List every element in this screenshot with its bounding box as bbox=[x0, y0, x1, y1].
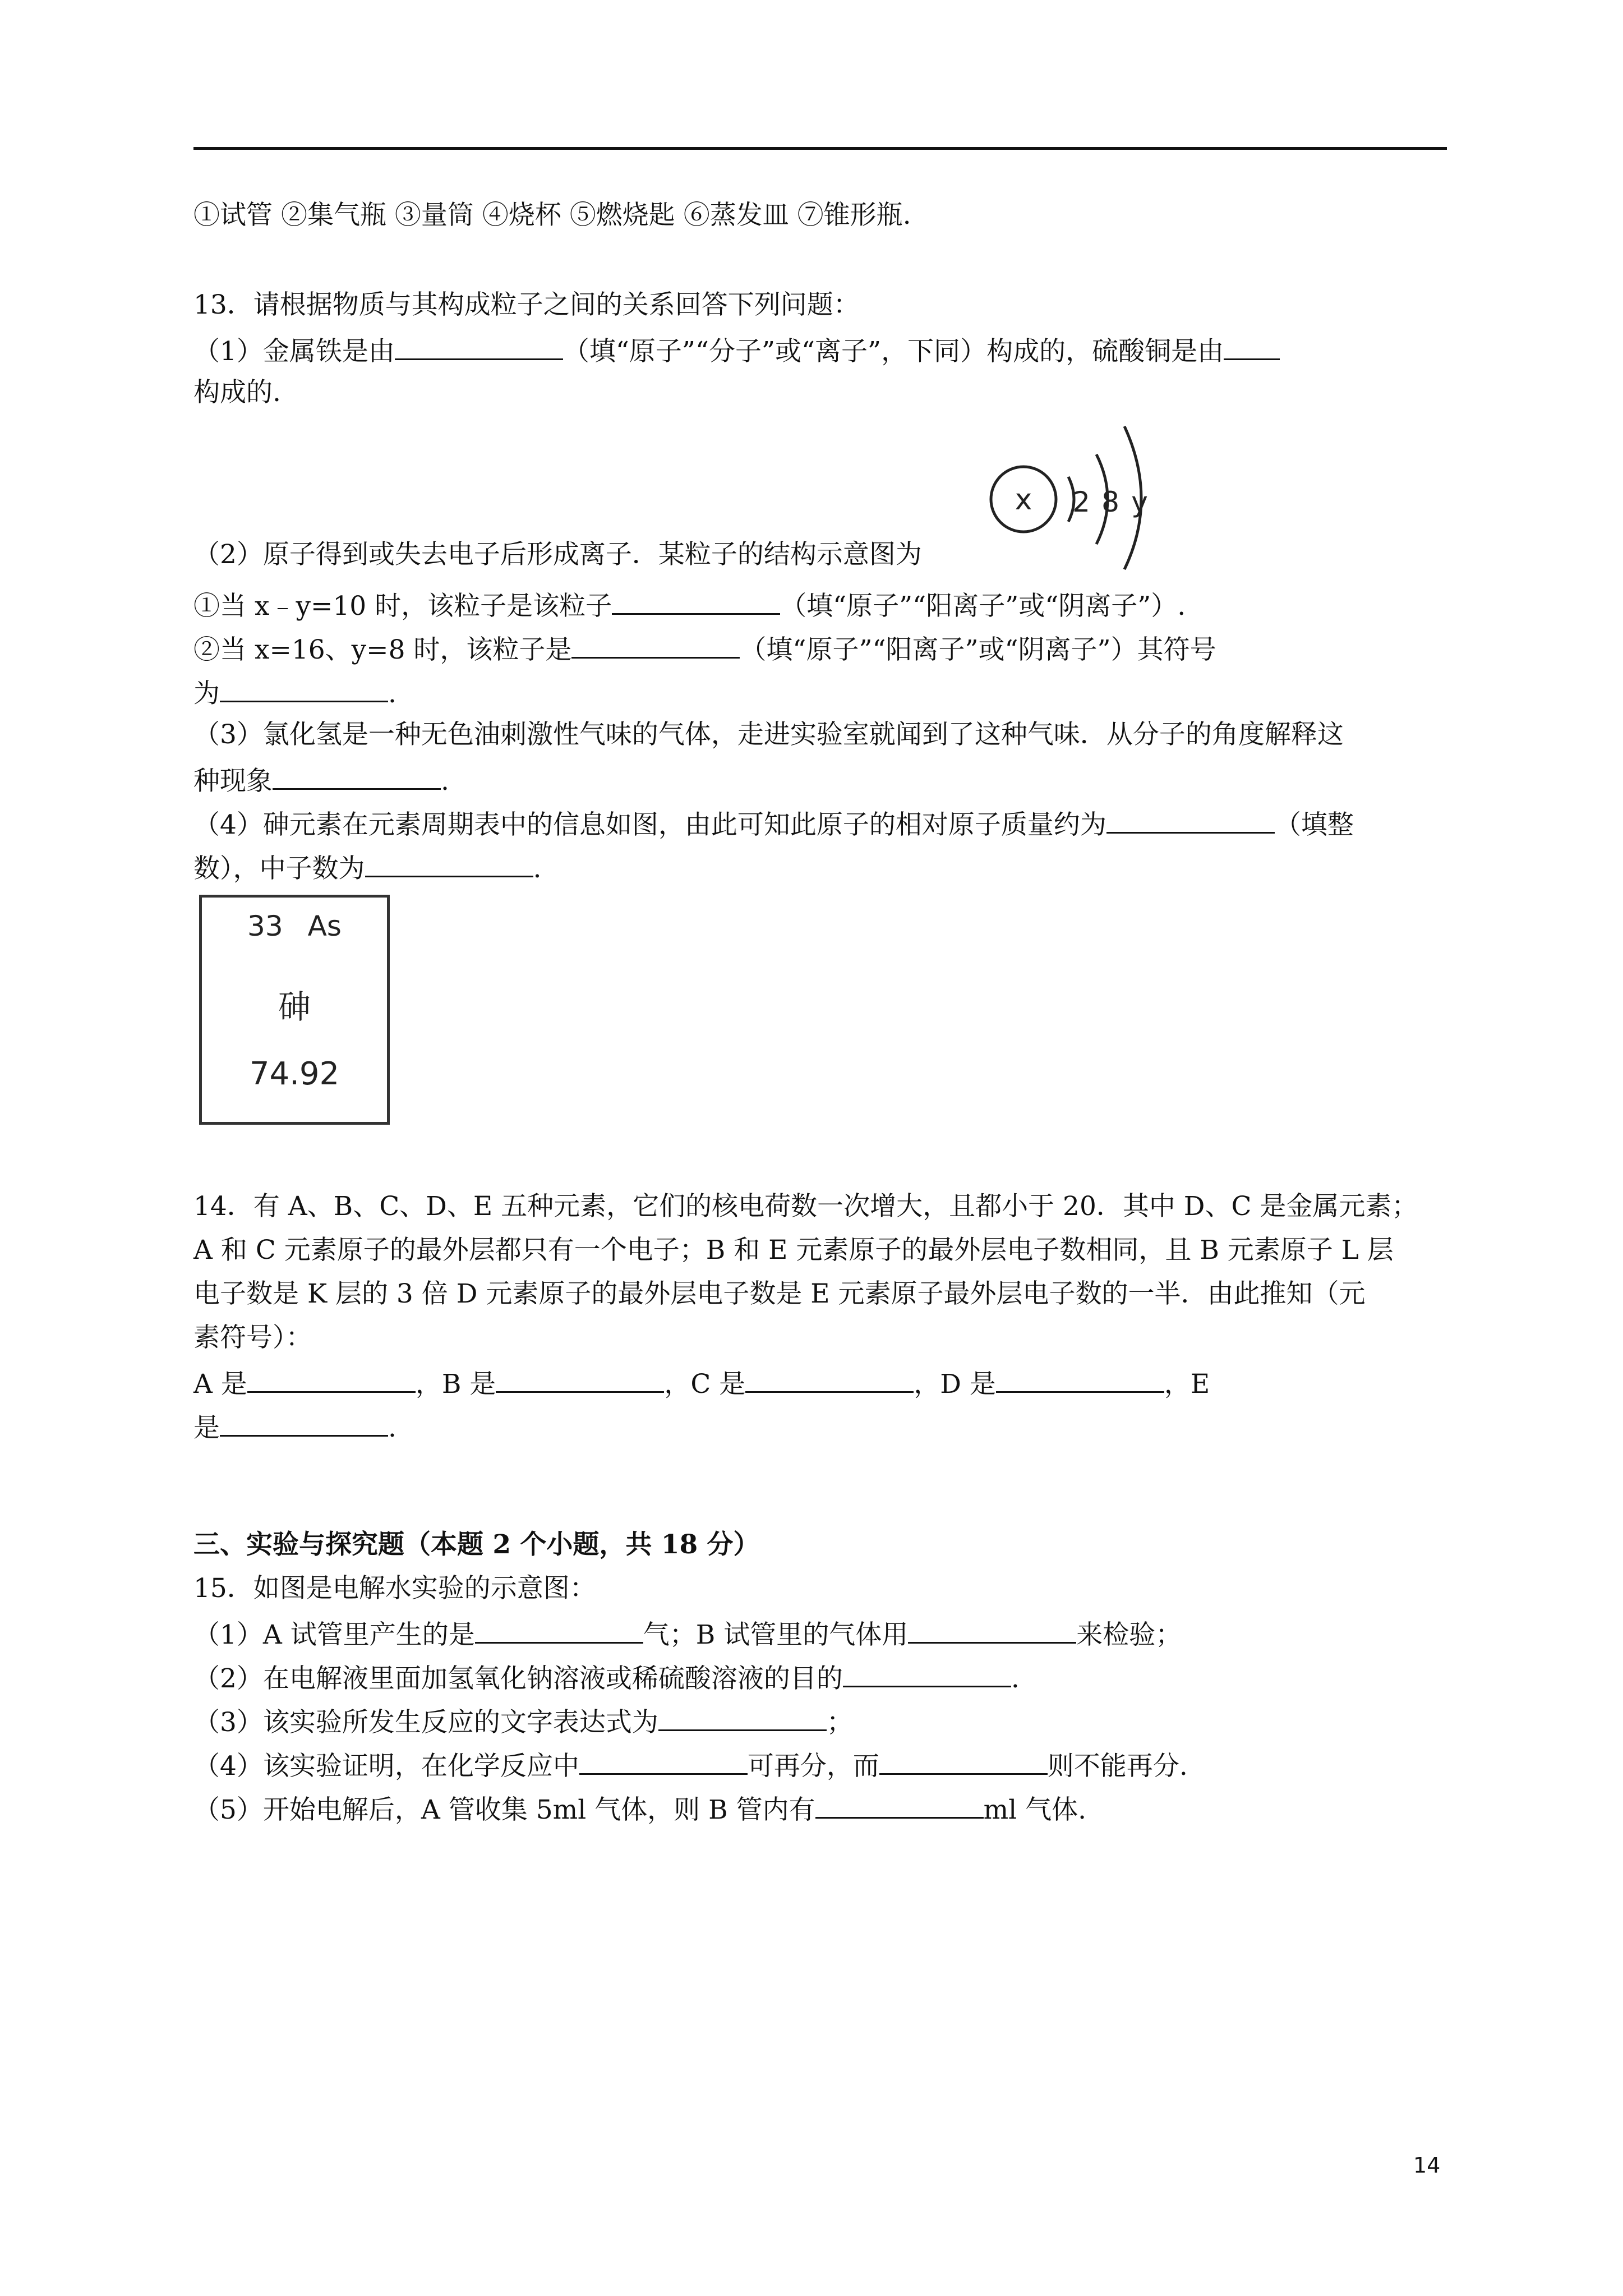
answer-blank[interactable] bbox=[996, 1360, 1164, 1393]
question-13-3-cont bbox=[193, 757, 1447, 803]
q13-2-1-text: ①当 x﹣y=10 时，该粒子是该粒子 bbox=[193, 591, 612, 622]
q13-1-text: （填“原子”“分子”或“离子”，下同）构成的，硫酸铜是由 bbox=[562, 336, 1224, 367]
q15-2-text: （2）在电解液里面加氢氧化钠溶液或稀硫酸溶液的目的 bbox=[193, 1663, 843, 1694]
q13-2-2-text: （填“原子”“阳离子”或“阴离子”）其符号 bbox=[740, 634, 1216, 665]
answer-blank[interactable] bbox=[220, 669, 388, 702]
q15-1-text: 来检验； bbox=[1076, 1619, 1182, 1650]
shell-1-electrons: 2 bbox=[1072, 486, 1090, 518]
question-15-title: 15．如图是电解水实验的示意图： bbox=[193, 1573, 596, 1604]
q15-4-text: 可再分，而 bbox=[747, 1751, 879, 1782]
question-15-5 bbox=[193, 1786, 1447, 1832]
answer-blank[interactable] bbox=[908, 1611, 1076, 1644]
q15-3-text: ； bbox=[826, 1707, 853, 1738]
shell-2-electrons: 8 bbox=[1101, 486, 1119, 518]
question-13-4-cont bbox=[193, 844, 1447, 891]
answer-blank[interactable] bbox=[579, 1742, 748, 1775]
q14-label: . bbox=[388, 1412, 396, 1443]
question-14-line-2: A 和 C 元素原子的最外层都只有一个电子；B 和 E 元素原子的最外层电子数相同，且 B 元素原子 L 层 bbox=[193, 1235, 1394, 1266]
answer-blank[interactable] bbox=[247, 1360, 416, 1393]
q14-label: ，B 是 bbox=[415, 1369, 496, 1400]
page-number: 14 bbox=[1413, 2153, 1441, 2178]
question-13-1 bbox=[193, 327, 1447, 374]
answer-blank[interactable] bbox=[496, 1360, 664, 1393]
answer-blank[interactable] bbox=[395, 327, 563, 360]
q13-1-text: （1）金属铁是由 bbox=[193, 336, 395, 367]
question-13-2-2 bbox=[193, 625, 1447, 672]
q15-2-text: . bbox=[1011, 1663, 1020, 1694]
atomic-number: 33 bbox=[247, 910, 283, 942]
question-14-line-4: 素符号）： bbox=[193, 1322, 312, 1353]
q14-label: A 是 bbox=[193, 1369, 247, 1400]
apparatus-list: ①试管 ②集气瓶 ③量筒 ④烧杯 ⑤燃烧匙 ⑥蒸发皿 ⑦锥形瓶. bbox=[193, 200, 911, 231]
answer-blank[interactable] bbox=[612, 582, 780, 615]
answer-blank[interactable] bbox=[1106, 800, 1275, 834]
header-rule bbox=[193, 147, 1447, 150]
q13-3-text: . bbox=[441, 766, 449, 797]
q14-label: ，D 是 bbox=[914, 1369, 996, 1400]
q15-4-text: 则不能再分. bbox=[1047, 1751, 1188, 1782]
question-13-3: （3）氯化氢是一种无色油刺激性气味的气体，走进实验室就闻到了这种气味．从分子的角度解释这 bbox=[193, 719, 1344, 750]
answer-blank[interactable] bbox=[843, 1654, 1011, 1687]
question-15-1 bbox=[193, 1611, 1447, 1657]
q14-label: ，E bbox=[1164, 1369, 1210, 1400]
answer-blank[interactable] bbox=[879, 1742, 1048, 1775]
atomic-mass: 74.92 bbox=[249, 1056, 340, 1092]
question-13-2: （2）原子得到或失去电子后形成离子．某粒子的结构示意图为 bbox=[193, 539, 922, 570]
section-3-heading: 三、实验与探究题（本题 2 个小题，共 18 分） bbox=[193, 1529, 760, 1560]
question-15-3 bbox=[193, 1698, 1447, 1745]
element-header bbox=[202, 910, 387, 942]
question-14-line-3: 电子数是 K 层的 3 倍 D 元素原子的最外层电子数是 E 元素原子最外层电子数的一半．由此推知（元 bbox=[193, 1278, 1366, 1309]
question-13-2-1 bbox=[193, 582, 1447, 628]
q13-2-2-text: ②当 x=16、y=8 时，该粒子是 bbox=[193, 634, 572, 665]
q15-4-text: （4）该实验证明，在化学反应中 bbox=[193, 1751, 579, 1782]
element-name: 砷 bbox=[278, 988, 311, 1026]
q15-5-text: （5）开始电解后，A 管收集 5ml 气体，则 B 管内有 bbox=[193, 1795, 815, 1825]
answer-blank[interactable] bbox=[220, 1404, 388, 1437]
question-13-4 bbox=[193, 800, 1447, 847]
answer-blank[interactable] bbox=[475, 1611, 643, 1644]
q13-4-text: （4）砷元素在元素周期表中的信息如图，由此可知此原子的相对原子质量约为 bbox=[193, 809, 1106, 840]
q13-3-text: 种现象 bbox=[193, 766, 273, 797]
q15-1-text: 气；B 试管里的气体用 bbox=[643, 1619, 909, 1650]
question-14-answers bbox=[193, 1360, 1447, 1406]
answer-blank[interactable] bbox=[571, 625, 740, 659]
answer-blank[interactable] bbox=[745, 1360, 914, 1393]
q13-4-text: . bbox=[533, 853, 542, 884]
question-15-2 bbox=[193, 1654, 1447, 1701]
q13-2-2-text: 为 bbox=[193, 678, 220, 709]
shell-3-electrons: y bbox=[1131, 486, 1148, 518]
question-14-answers-cont bbox=[193, 1404, 1447, 1450]
question-15-4 bbox=[193, 1742, 1447, 1788]
q14-label: ，C 是 bbox=[664, 1369, 746, 1400]
answer-blank[interactable] bbox=[815, 1786, 984, 1819]
q15-5-text: ml 气体. bbox=[983, 1795, 1087, 1825]
q15-3-text: （3）该实验所发生反应的文字表达式为 bbox=[193, 1707, 658, 1738]
element-symbol: As bbox=[307, 910, 342, 942]
q13-2-2-text: . bbox=[388, 678, 396, 709]
q13-4-text: 数），中子数为 bbox=[193, 853, 365, 884]
answer-blank[interactable] bbox=[273, 757, 441, 790]
nucleus-label: x bbox=[1015, 483, 1032, 517]
q15-1-text: （1）A 试管里产生的是 bbox=[193, 1619, 475, 1650]
question-13-1-cont: 构成的. bbox=[193, 377, 281, 408]
answer-blank[interactable] bbox=[658, 1698, 827, 1731]
question-14-line-1: 14．有 A、B、C、D、E 五种元素，它们的核电荷数一次增大，且都小于 20．其中 D、C 是金属元素； bbox=[193, 1191, 1418, 1222]
q14-label: 是 bbox=[193, 1412, 220, 1443]
question-13-title: 13．请根据物质与其构成粒子之间的关系回答下列问题： bbox=[193, 289, 860, 320]
periodic-table-cell bbox=[199, 895, 390, 1125]
q13-2-1-text: （填“原子”“阳离子”或“阴离子”）. bbox=[780, 591, 1186, 622]
answer-blank[interactable] bbox=[365, 844, 533, 877]
q13-4-text: （填整 bbox=[1274, 809, 1354, 840]
question-13-2-2-cont bbox=[193, 669, 1447, 716]
answer-blank[interactable] bbox=[1224, 327, 1280, 360]
